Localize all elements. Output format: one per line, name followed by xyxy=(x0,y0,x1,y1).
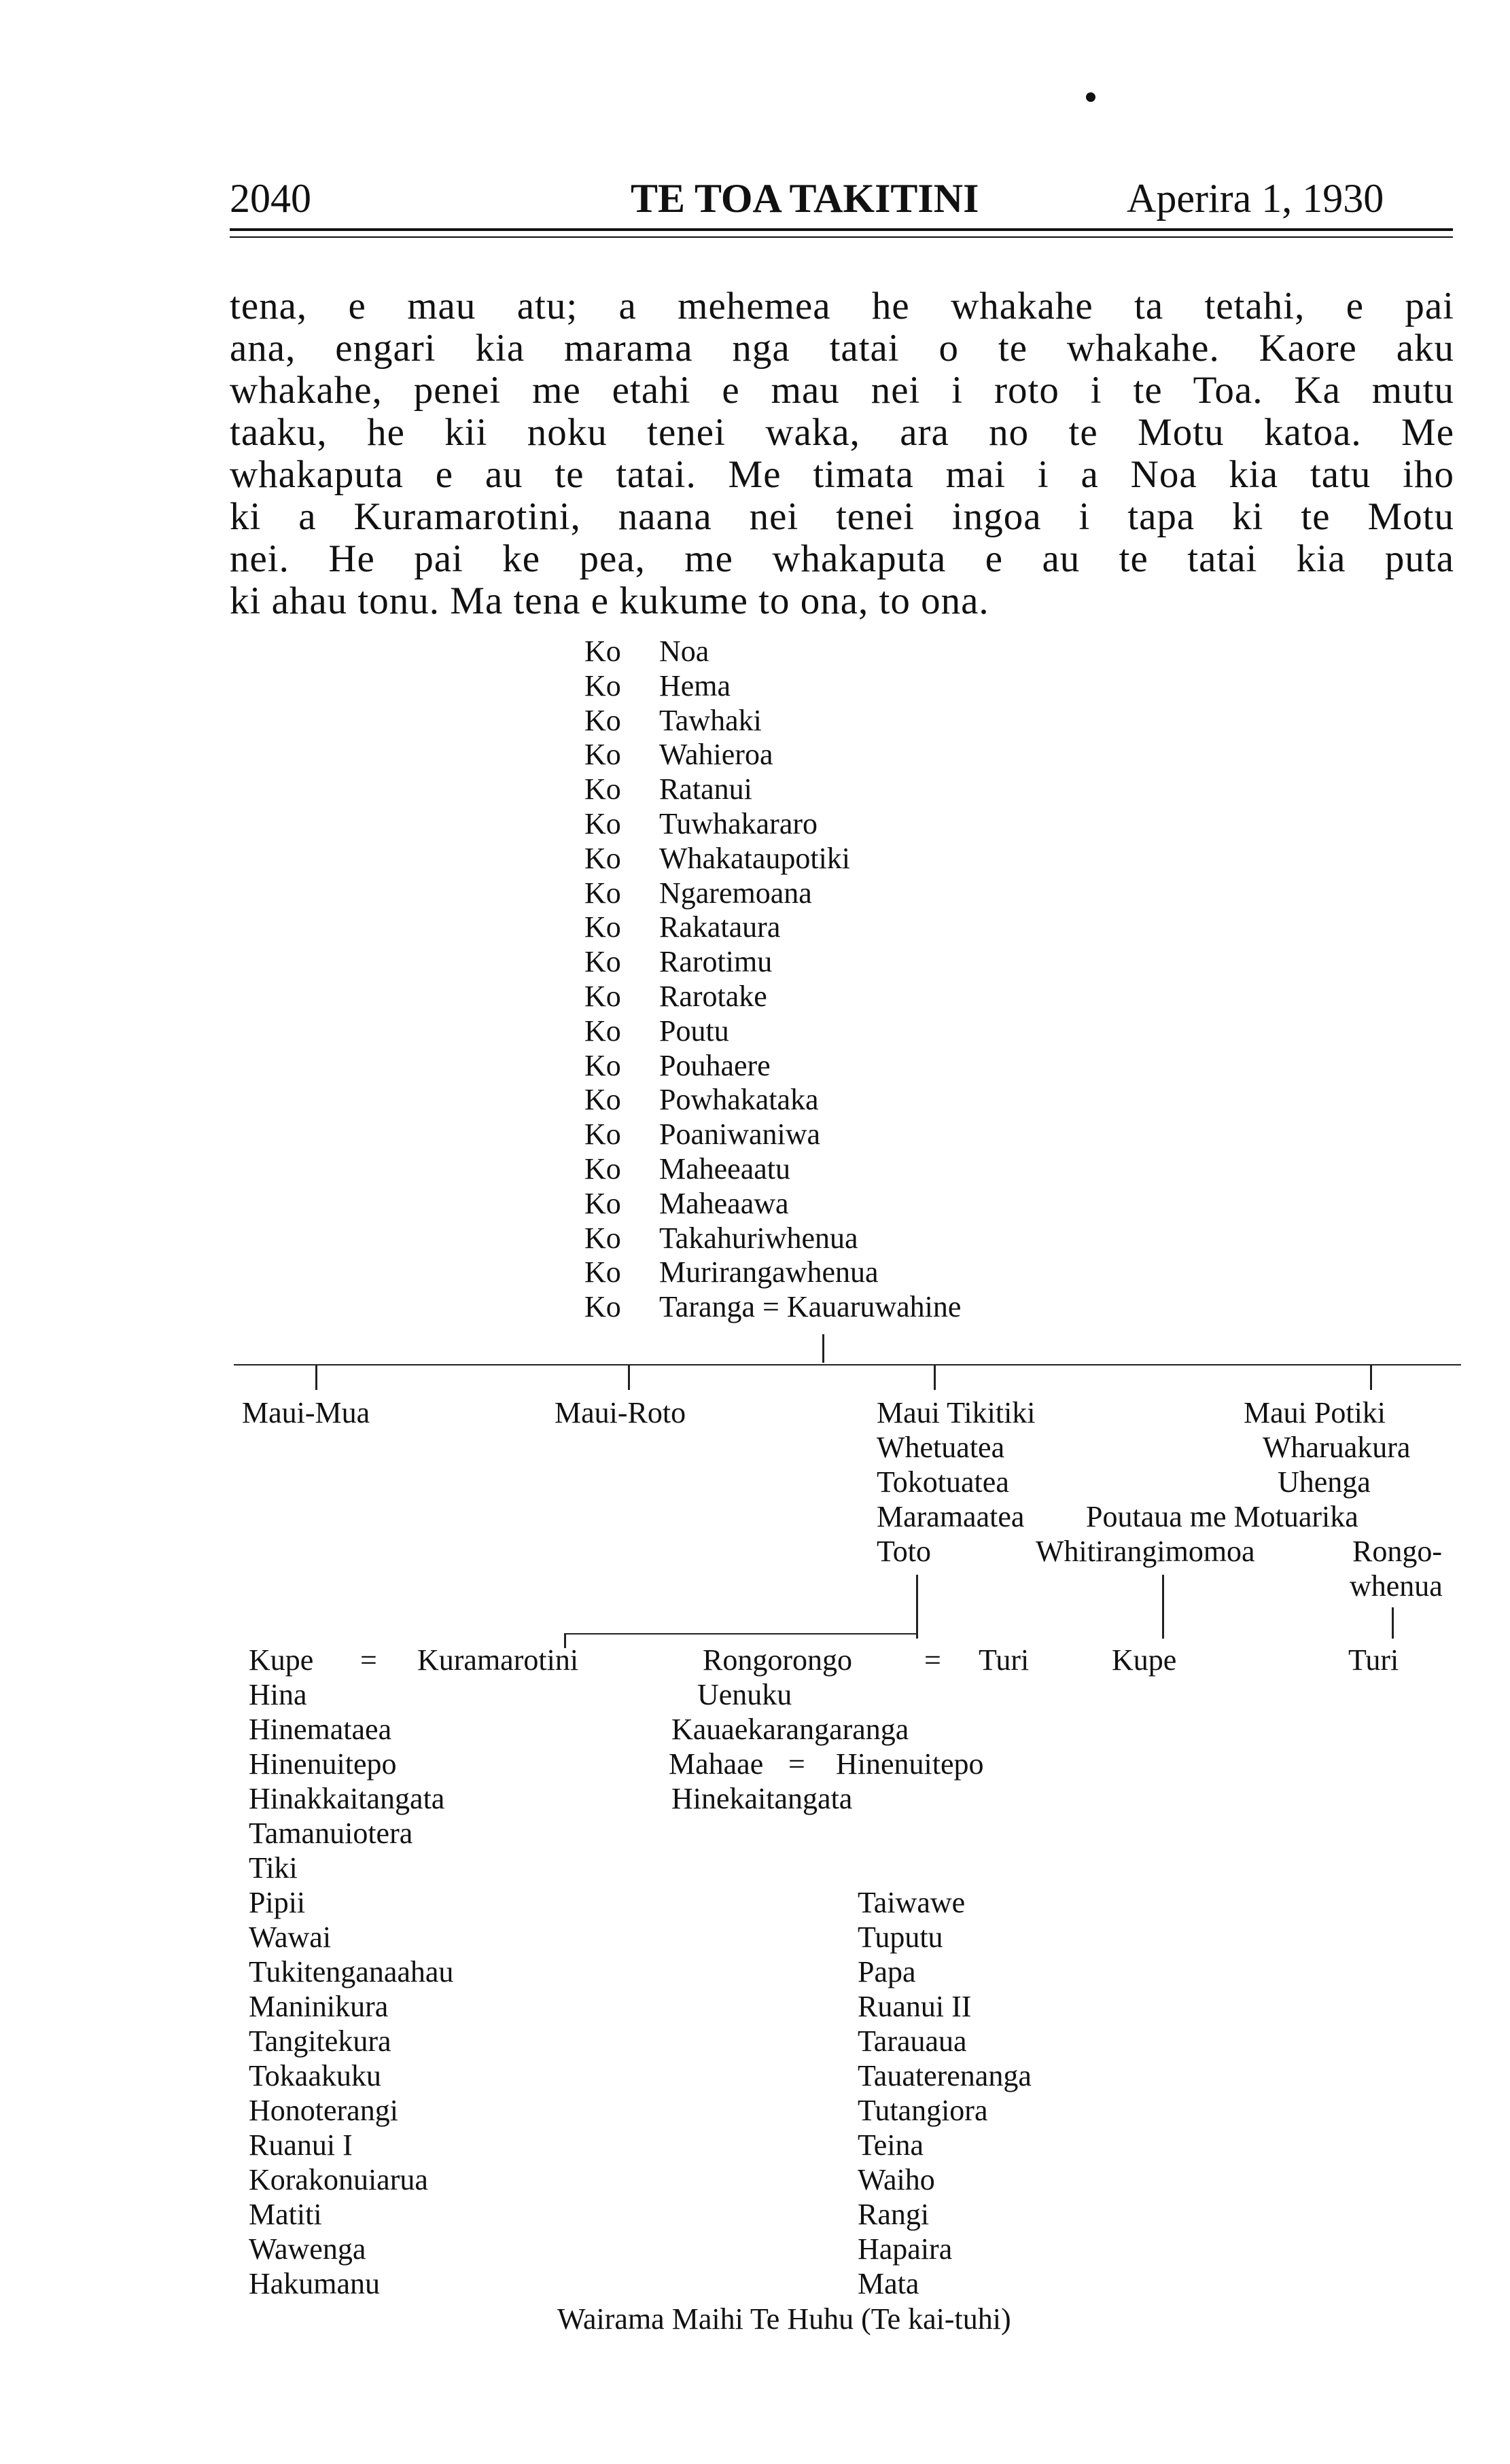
descendant: Tamanuiotera xyxy=(249,1817,413,1850)
turi: Turi xyxy=(979,1643,1030,1677)
descendant: Tukitenganaahau xyxy=(249,1955,454,1988)
tree-drop xyxy=(916,1575,918,1639)
tree-branch-line xyxy=(564,1633,917,1635)
descendant: Tokaakuku xyxy=(249,2059,381,2092)
descendant: Wawenga xyxy=(249,2232,366,2266)
descendant: Tutangiora xyxy=(858,2094,988,2127)
lineage-item: Ko Maheeaatu xyxy=(584,1151,790,1185)
tree-drop xyxy=(1392,1607,1394,1639)
lineage-item: Ko Tuwhakararo xyxy=(584,806,818,840)
maui-potiki-line: Wharuakura xyxy=(1263,1431,1411,1464)
tree-drop xyxy=(315,1365,317,1390)
tree-drop xyxy=(1162,1575,1164,1639)
descendant: Tauaterenanga xyxy=(858,2059,1032,2092)
page-number: 2040 xyxy=(230,176,311,221)
maui-tikitiki-line: Maramaatea xyxy=(877,1500,1025,1533)
maui-potiki-line: Uhenga xyxy=(1278,1465,1371,1499)
whitirangimomoa-entry: Whitirangimomoa xyxy=(1036,1535,1255,1568)
descendant: Honoterangi xyxy=(249,2094,398,2127)
paragraph-line: nei. He pai ke pea, me whakaputa e au te tatai kia puta xyxy=(230,537,1454,580)
paragraph-line: ki a Kuramarotini, naana nei tenei ingoa i tapa ki te Motu xyxy=(230,495,1454,538)
tree-drop xyxy=(1370,1365,1372,1390)
paragraph-line: ana, engari kia marama nga tatai o te whakahe. Kaore aku xyxy=(230,327,1454,370)
lineage-item: Ko Poutu xyxy=(584,1014,729,1048)
descendant: Mata xyxy=(858,2267,919,2300)
maui-tikitiki-line: Tokotuatea xyxy=(877,1465,1009,1499)
marriage-equals: = xyxy=(788,1747,805,1781)
descendant: Maninikura xyxy=(249,1990,389,2023)
ink-mark xyxy=(1086,92,1095,102)
rongorongo: Rongorongo xyxy=(703,1643,852,1677)
maui-roto: Maui-Roto xyxy=(555,1396,686,1429)
lineage-item: Ko Rarotake xyxy=(584,979,767,1013)
descendant: Tiki xyxy=(249,1851,298,1885)
lineage-item: Ko Pouhaere xyxy=(584,1048,771,1082)
tree-stem xyxy=(822,1334,824,1363)
poutaua-entry: Poutaua me Motuarika xyxy=(1086,1500,1358,1533)
tree-branch-line xyxy=(234,1364,1461,1365)
descendant: Pipii xyxy=(249,1886,306,1919)
tree-drop xyxy=(934,1365,936,1390)
descendant: Tarauaua xyxy=(858,2024,967,2058)
descendant: Rangi xyxy=(858,2198,930,2231)
tree-drop xyxy=(628,1365,630,1390)
paragraph-line: whakahe, penei me etahi e mau nei i roto i te Toa. Ka mutu xyxy=(230,369,1454,412)
lineage-item: Ko Tawhaki xyxy=(584,703,762,737)
kuramarotini: Kuramarotini xyxy=(417,1643,579,1677)
mahaae: Mahaae xyxy=(669,1747,764,1781)
lineage-list xyxy=(584,635,961,1325)
lineage-item: Ko Maheaawa xyxy=(584,1186,789,1220)
descendant: Ruanui I xyxy=(249,2128,353,2162)
maui-tikitiki-line: Maui Tikitiki xyxy=(877,1396,1036,1429)
descendant: Ruanui II xyxy=(858,1990,972,2023)
descendant: Tuputu xyxy=(858,1921,943,1954)
turi-right: Turi xyxy=(1348,1643,1399,1677)
rongowhenua-entry: Rongo- xyxy=(1352,1535,1442,1568)
rongowhenua-entry-cont: whenua xyxy=(1350,1569,1443,1603)
hinenuitepo-wife: Hinenuitepo xyxy=(836,1747,984,1781)
descendant: Hinemataea xyxy=(249,1713,392,1746)
lineage-item: Ko Powhakataka xyxy=(584,1083,819,1117)
paragraph-line-last: ki ahau tonu. Ma tena e kukume to ona, to ona. xyxy=(230,579,989,622)
descendant: Tangitekura xyxy=(249,2024,391,2058)
descendant: Hapaira xyxy=(858,2232,953,2266)
lineage-item: Ko Murirangawhenua xyxy=(584,1255,879,1289)
lineage-item: Ko Ngaremoana xyxy=(584,876,812,910)
later-descendants xyxy=(858,1885,1032,2301)
descendant: Hina xyxy=(249,1678,307,1711)
header-rule-top xyxy=(230,228,1453,231)
lineage-item: Ko Wahieroa xyxy=(584,738,773,772)
descendant: Papa xyxy=(858,1955,916,1988)
lineage-item: Ko Taranga = Kauaruwahine xyxy=(584,1290,962,1324)
marriage-equals: = xyxy=(924,1643,941,1677)
author-signature: Wairama Maihi Te Huhu (Te kai-tuhi) xyxy=(557,2302,1011,2336)
lineage-item: Ko Hema xyxy=(584,668,731,702)
marriage-equals: = xyxy=(360,1643,377,1677)
hinekaitangata: Hinekaitangata xyxy=(671,1782,853,1815)
maui-mua: Maui-Mua xyxy=(242,1396,370,1429)
issue-date: Aperira 1, 1930 xyxy=(1127,176,1384,221)
maui-tikitiki-line: Whetuatea xyxy=(877,1431,1005,1464)
lineage-item: Ko Ratanui xyxy=(584,772,752,806)
paragraph-line: taaku, he kii noku tenei waka, ara no te Motu katoa. Me xyxy=(230,411,1454,454)
maui-potiki-line: Maui Potiki xyxy=(1244,1396,1386,1429)
maui-tikitiki-column xyxy=(877,1395,1036,1534)
lineage-item: Ko Rakataura xyxy=(584,910,781,944)
kauaekarangaranga: Kauaekarangaranga xyxy=(671,1713,909,1746)
uenuku: Uenuku xyxy=(697,1678,792,1711)
descendant: Hinakkaitangata xyxy=(249,1782,445,1815)
lineage-item: Ko Whakataupotiki xyxy=(584,841,851,875)
header-rule-bottom xyxy=(230,236,1453,238)
descendant: Hakumanu xyxy=(249,2267,381,2300)
descendant: Taiwawe xyxy=(858,1886,966,1919)
descendant: Teina xyxy=(858,2128,924,2162)
descendant: Matiti xyxy=(249,2198,322,2231)
lineage-item: Ko Poaniwaniwa xyxy=(584,1118,821,1151)
descendant: Hinenuitepo xyxy=(249,1747,397,1781)
kupe-descendants xyxy=(249,1677,453,2301)
journal-title: TE TOA TAKITINI xyxy=(631,176,979,221)
kupe-left: Kupe xyxy=(249,1643,314,1677)
maui-potiki-column xyxy=(1244,1395,1410,1499)
descendant: Wawai xyxy=(249,1921,332,1954)
lineage-item: Ko Rarotimu xyxy=(584,945,773,979)
toto-entry: Toto xyxy=(877,1535,932,1568)
kupe-mid: Kupe xyxy=(1112,1643,1177,1677)
lineage-item: Ko Noa xyxy=(584,635,709,668)
paragraph-line: whakaputa e au te tatai. Me timata mai i a Noa kia tatu iho xyxy=(230,453,1454,496)
paragraph-line: tena, e mau atu; a mehemea he whakahe ta tetahi, e pai xyxy=(230,285,1454,327)
lineage-item: Ko Takahuriwhenua xyxy=(584,1221,858,1255)
descendant: Korakonuiarua xyxy=(249,2163,428,2196)
descendant: Waiho xyxy=(858,2163,935,2196)
